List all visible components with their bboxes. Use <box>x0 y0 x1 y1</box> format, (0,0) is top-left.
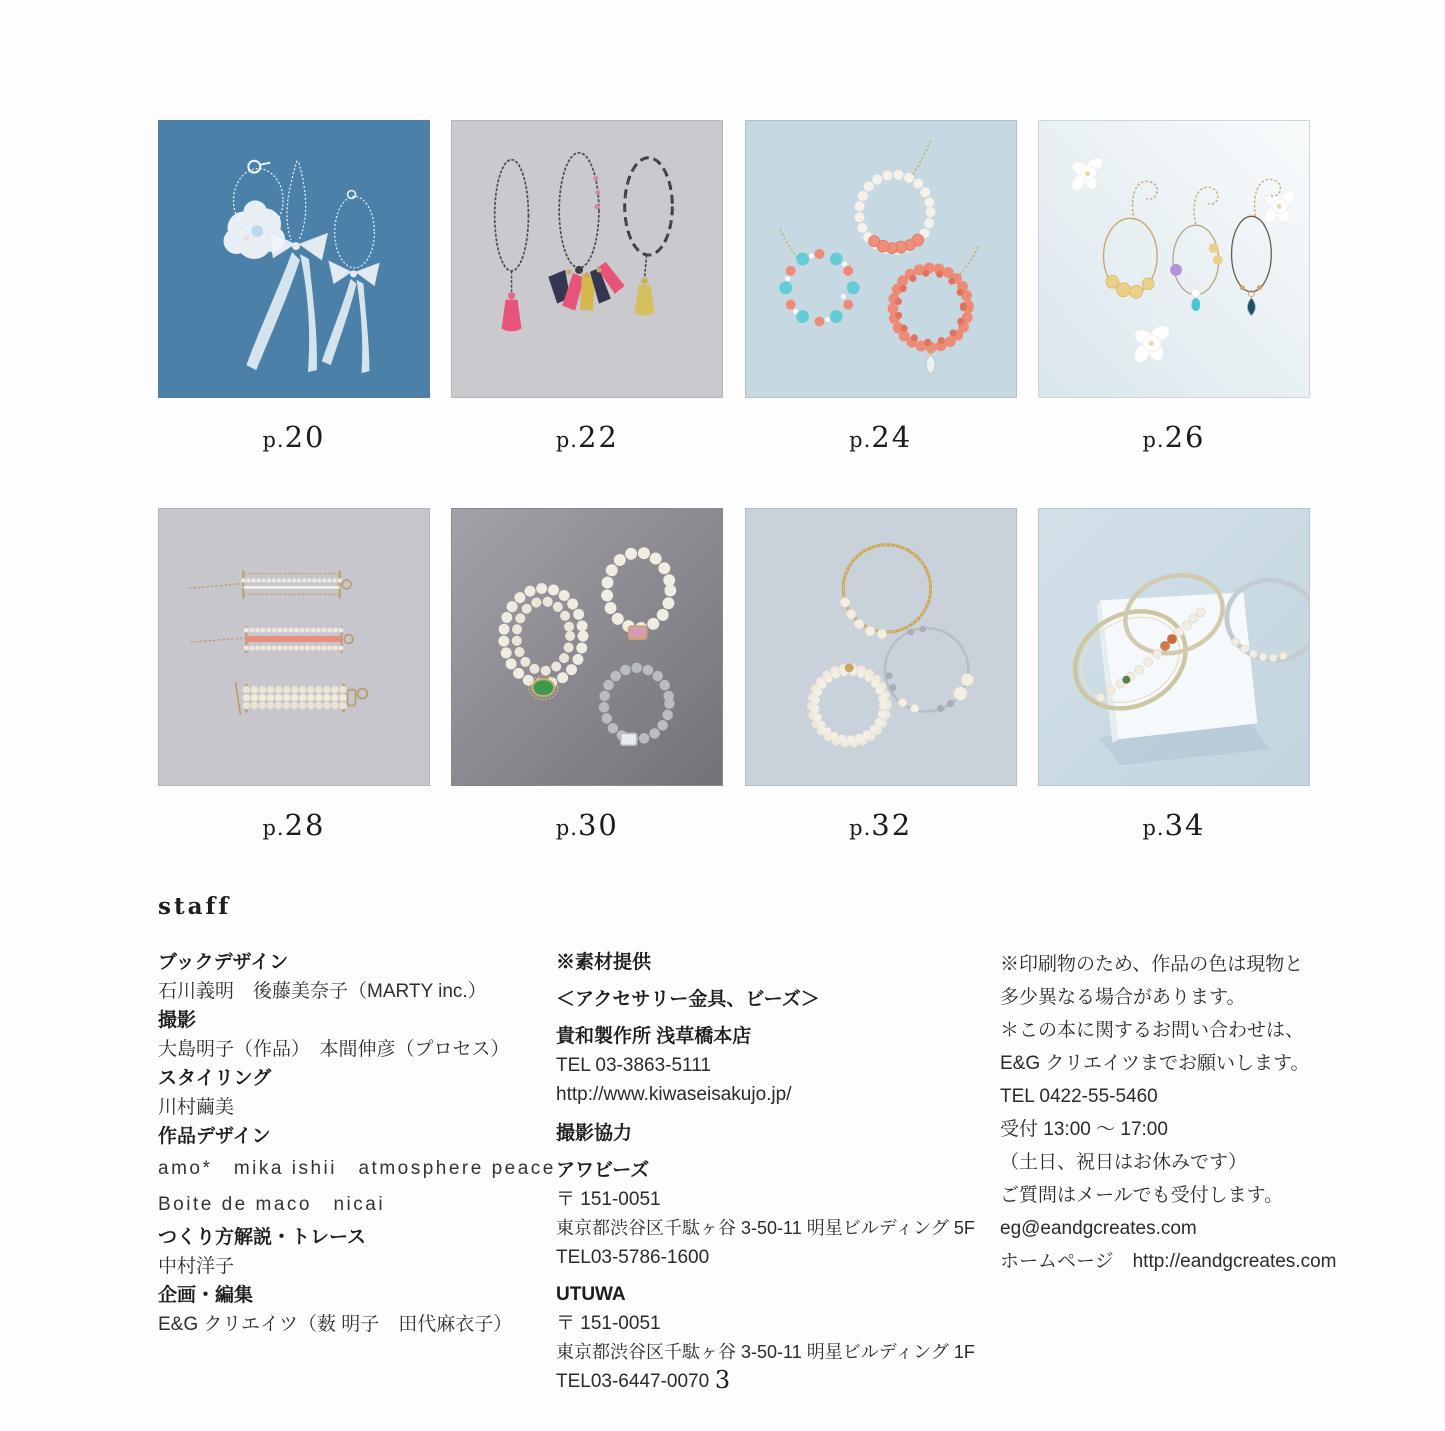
gallery-item-p20 <box>158 120 430 508</box>
gem-bracelets-illustration <box>1039 121 1309 397</box>
credit-role: つくり方解説・トレース <box>158 1227 367 1248</box>
vendor3-tel: TEL03-6447-0070 <box>556 1371 710 1392</box>
notices-column <box>1000 948 1340 1278</box>
gallery-item-p22 <box>451 120 723 508</box>
cooperation-heading: 撮影協力 <box>556 1123 633 1144</box>
photo-p22 <box>451 120 723 398</box>
credit-names: amo* mika ishii atmosphere peace <box>158 1158 556 1179</box>
photo-p24 <box>745 120 1017 398</box>
credit-names: Boite de maco nicai <box>158 1194 386 1215</box>
materials-category: ＜アクセサリー金具、ビーズ＞ <box>556 989 820 1010</box>
page-label-p26: p.26 <box>1142 420 1206 454</box>
credit-role: 撮影 <box>158 1010 197 1031</box>
credit-names: 中村洋子 <box>158 1256 235 1277</box>
notice-line: 多少異なる場合があります。 <box>1000 987 1246 1008</box>
vendor3-postal: 〒 151-0051 <box>556 1313 661 1334</box>
photo-p32 <box>745 508 1017 786</box>
page-label-p22: p.22 <box>555 420 619 454</box>
vendor1-name: 貴和製作所 浅草橋本店 <box>556 1026 752 1047</box>
photo-p34 <box>1038 508 1310 786</box>
notice-line: ホームページ http://eandgcreates.com <box>1000 1251 1337 1272</box>
vendor2-postal: 〒 151-0051 <box>556 1189 661 1210</box>
notice-line: eg@eandgcreates.com <box>1000 1218 1197 1239</box>
credit-role: 作品デザイン <box>158 1126 271 1147</box>
notice-line: ※印刷物のため、作品の色は現物と <box>1000 954 1304 975</box>
vendor3-address: 東京都渋谷区千駄ヶ谷 3-50-11 明星ビルディング 1F <box>556 1342 975 1362</box>
vendor1-url: http://www.kiwaseisakujo.jp/ <box>556 1084 792 1105</box>
coral-bracelets-illustration <box>746 121 1016 397</box>
notice-line: TEL 0422-55-5460 <box>1000 1086 1158 1107</box>
gallery-item-p34 <box>1038 508 1310 896</box>
gallery-item-p26 <box>1038 120 1310 508</box>
photo-p26 <box>1038 120 1310 398</box>
page-label-p28: p.28 <box>262 808 326 842</box>
bangles-on-box-illustration <box>1039 509 1309 785</box>
credit-names: 石川義明 後藤美奈子（MARTY inc.） <box>158 981 487 1002</box>
credit-names: 大島明子（作品） 本間伸彦（プロセス） <box>158 1039 510 1060</box>
credit-role: 企画・編集 <box>158 1285 254 1306</box>
page-label-p30: p.30 <box>555 808 619 842</box>
credit-names: E&G クリエイツ（薮 明子 田代麻衣子） <box>158 1314 513 1335</box>
gallery-item-p24 <box>745 120 1017 508</box>
credits-column <box>158 948 556 1339</box>
photo-gallery <box>158 120 1310 896</box>
vendor2-address: 東京都渋谷区千駄ヶ谷 3-50-11 明星ビルディング 5F <box>556 1218 975 1238</box>
vendor3-name: UTUWA <box>556 1284 626 1305</box>
pearl-bracelets-illustration <box>452 509 722 785</box>
page-label-p24: p.24 <box>849 420 913 454</box>
materials-note-heading: ※素材提供 <box>556 952 652 973</box>
gallery-item-p30 <box>451 508 723 896</box>
credit-role: ブックデザイン <box>158 952 289 973</box>
staff-heading: staff <box>158 893 232 920</box>
page-label-p32: p.32 <box>849 808 913 842</box>
tassel-necklaces-illustration <box>452 121 722 397</box>
notice-line: ご質問はメールでも受付します。 <box>1000 1185 1284 1206</box>
notice-line: （土日、祝日はお休みです） <box>1000 1152 1248 1173</box>
vendor2-tel: TEL03-5786-1600 <box>556 1247 710 1268</box>
notice-line: ＊この本に関するお問い合わせは、 <box>1000 1020 1305 1041</box>
page-label-p20: p.20 <box>262 420 326 454</box>
gallery-item-p32 <box>745 508 1017 896</box>
credit-role: スタイリング <box>158 1068 272 1089</box>
strand-bracelets-illustration <box>159 509 429 785</box>
wire-bangles-illustration <box>746 509 1016 785</box>
suppliers-column <box>556 948 1016 1396</box>
page-label-p34: p.34 <box>1142 808 1206 842</box>
photo-p30 <box>451 508 723 786</box>
photo-p28 <box>158 508 430 786</box>
ribbon-charms-illustration <box>159 121 429 397</box>
gallery-item-p28 <box>158 508 430 896</box>
photo-p20 <box>158 120 430 398</box>
vendor2-name: アワビーズ <box>556 1160 650 1181</box>
notice-line: E&G クリエイツまでお願いします。 <box>1000 1053 1310 1074</box>
credit-names: 川村繭美 <box>158 1097 235 1118</box>
page-number: 3 <box>714 1366 731 1394</box>
vendor1-tel: TEL 03-3863-5111 <box>556 1055 711 1076</box>
notice-line: 受付 13:00 〜 17:00 <box>1000 1119 1168 1140</box>
